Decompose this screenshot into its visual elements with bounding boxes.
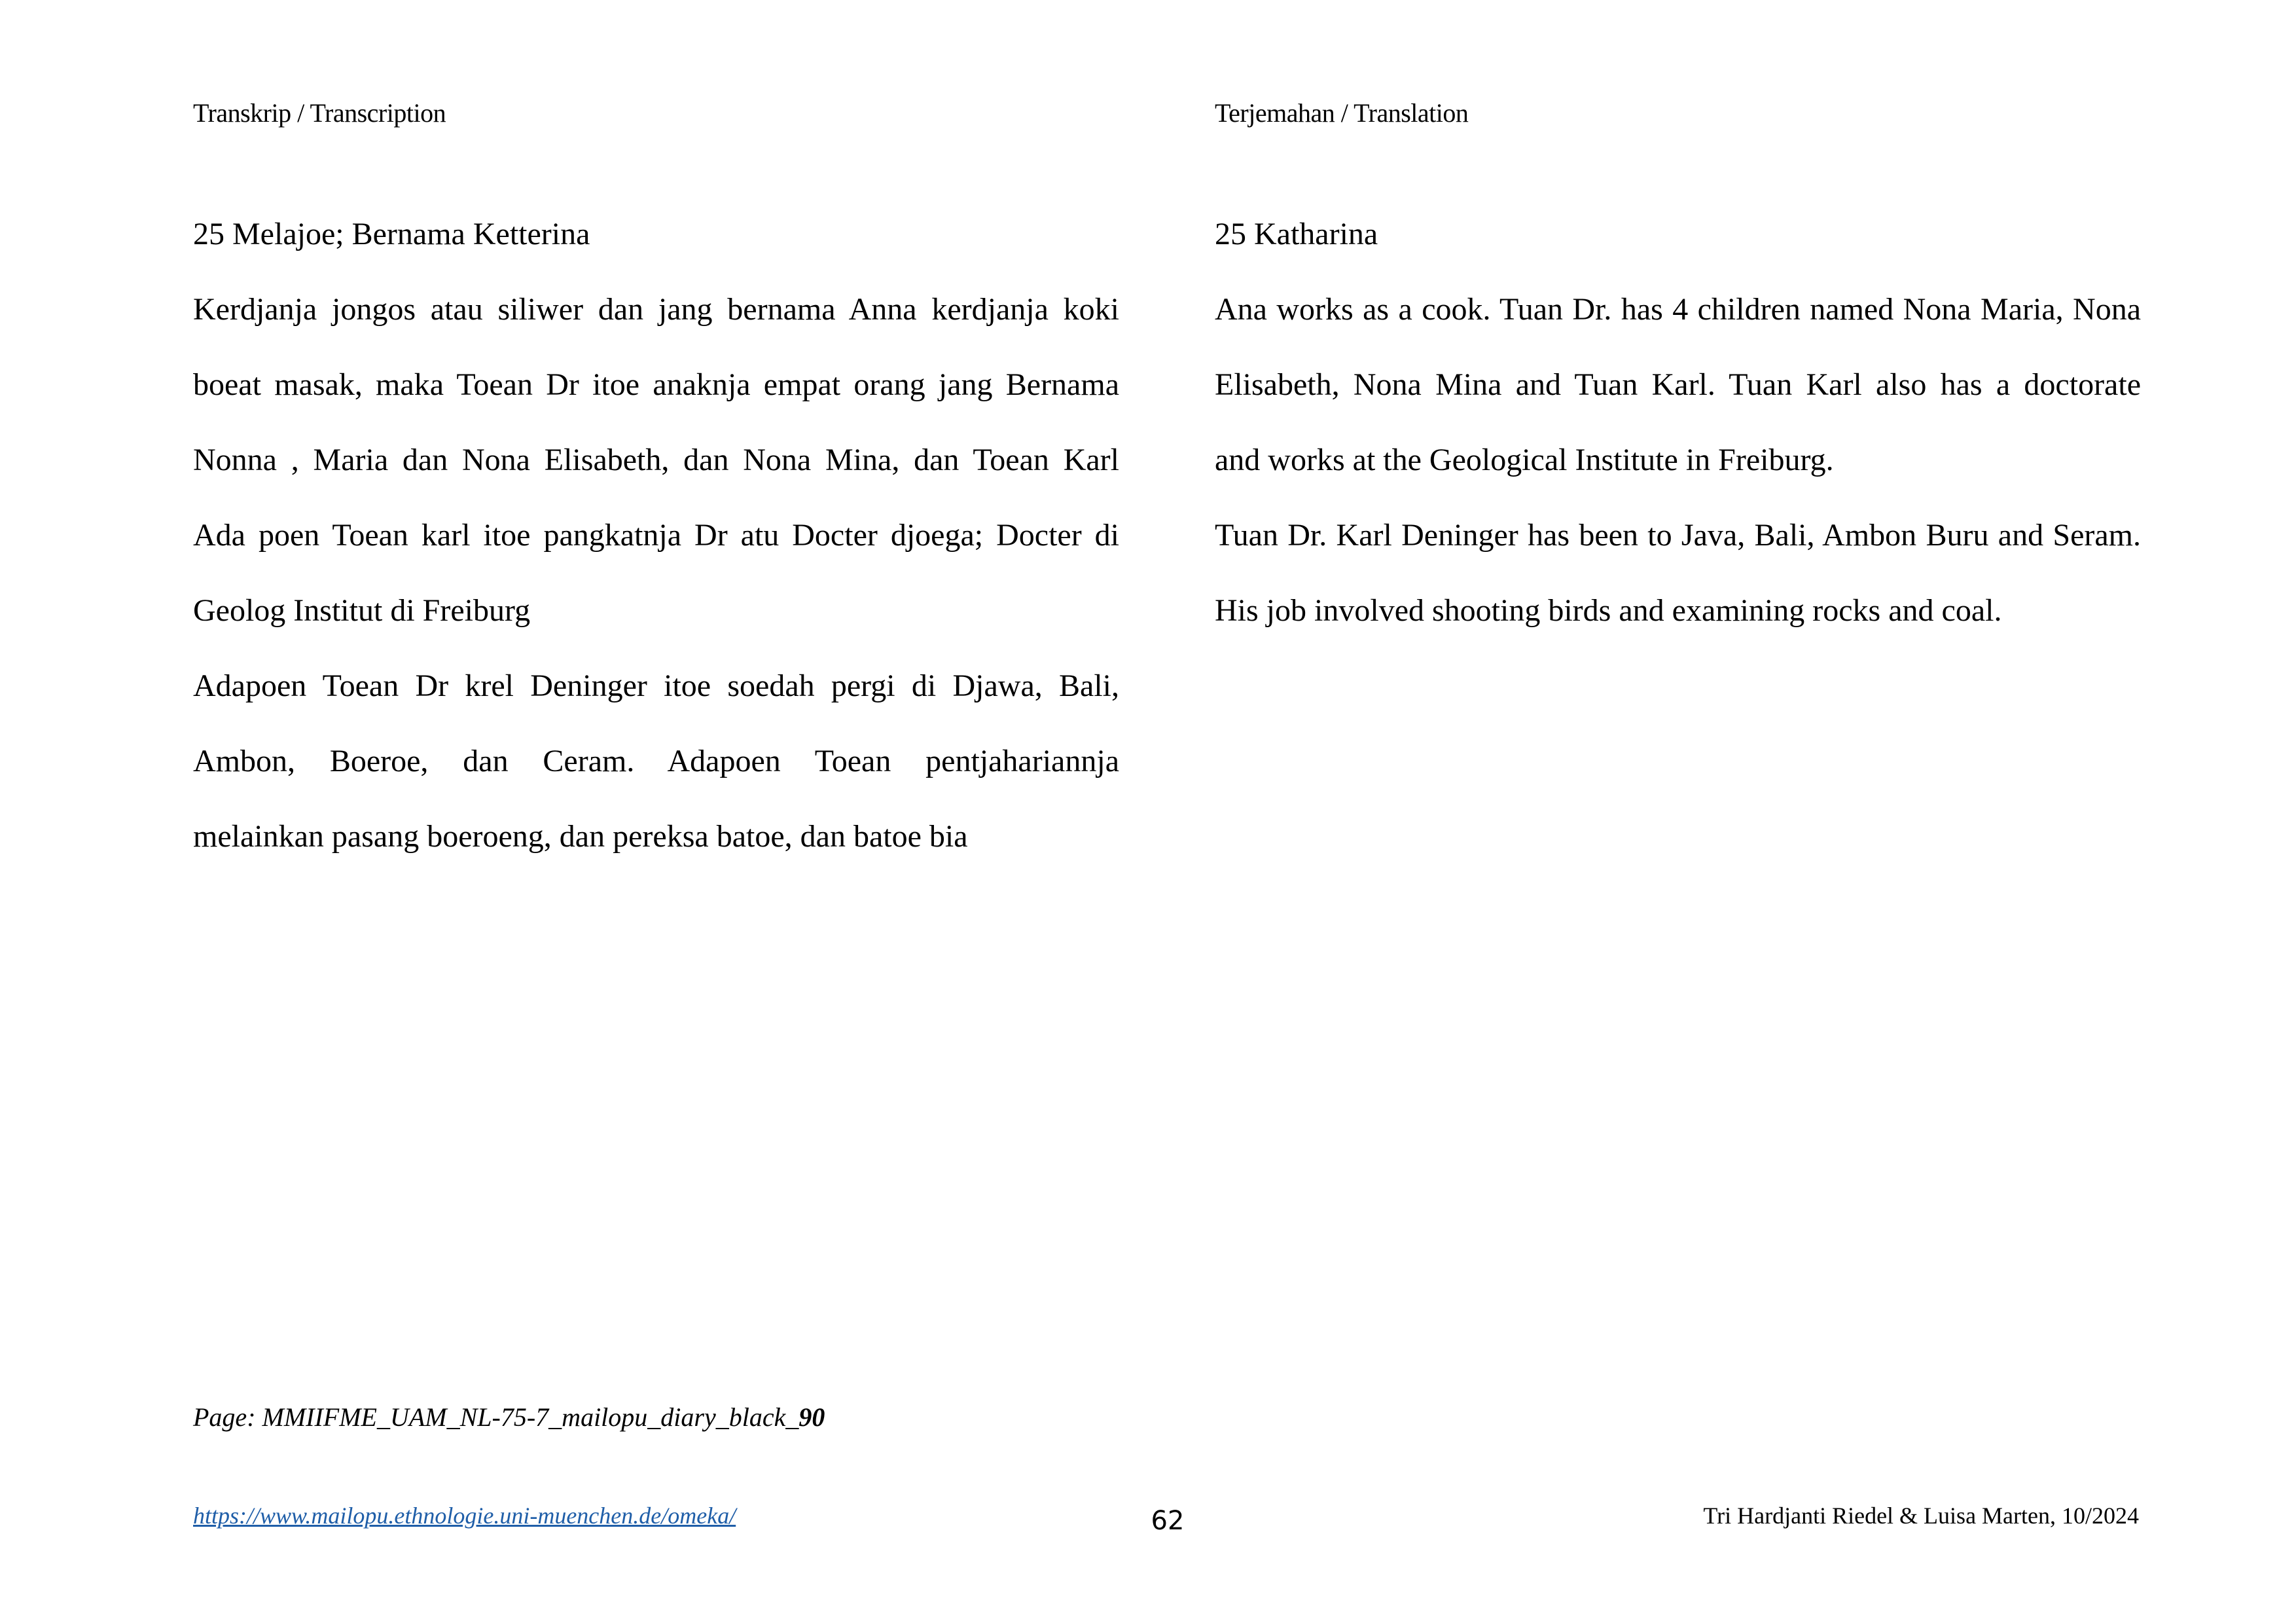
transcription-line: Nonna , Maria dan Nona Elisabeth, dan Nona Mina, dan Toean Karl (193, 443, 1119, 477)
transcription-line: melainkan pasang boeroeng, dan pereksa batoe, dan batoe bia (193, 819, 968, 854)
translation-line: and works at the Geological Institute in Freiburg. (1215, 443, 1834, 477)
page-reference (193, 1398, 825, 1437)
translation-line: Ana works as a cook. Tuan Dr. has 4 children named Nona Maria, Nona (1215, 292, 2141, 327)
transcription-line: Geolog Institut di Freiburg (193, 593, 531, 628)
transcription-column (193, 196, 1119, 874)
transcription-line: Ambon, Boeroe, dan Ceram. Adapoen Toean pentjahariannja (193, 744, 1119, 778)
omeka-link[interactable]: https://www.mailopu.ethnologie.uni-muenchen.de/omeka/ (193, 1503, 736, 1529)
translation-title: 25 Katharina (1215, 217, 1378, 251)
transcription-line: boeat masak, maka Toean Dr itoe anaknja empat orang jang Bernama (193, 367, 1119, 402)
page-number: 62 (1151, 1506, 1185, 1536)
translation-line: Tuan Dr. Karl Deninger has been to Java, Bali, Ambon Buru and Seram. (1215, 518, 2141, 553)
translation-paragraph (1215, 272, 2141, 648)
translation-column (1215, 196, 2141, 648)
author-credit: Tri Hardjanti Riedel & Luisa Marten, 10/2024 (1703, 1503, 2139, 1529)
translation-line: Elisabeth, Nona Mina and Tuan Karl. Tuan Karl also has a doctorate (1215, 367, 2141, 402)
transcription-line: Ada poen Toean karl itoe pangkatnja Dr atu Docter djoega; Docter di (193, 518, 1119, 553)
transcription-line: Adapoen Toean Dr krel Deninger itoe soedah pergi di Djawa, Bali, (193, 668, 1119, 703)
transcription-title: 25 Melajoe; Bernama Ketterina (193, 217, 590, 251)
translation-line: His job involved shooting birds and examining rocks and coal. (1215, 593, 2002, 628)
transcription-line: Kerdjanja jongos atau siliwer dan jang bernama Anna kerdjanja koki (193, 292, 1119, 327)
transcription-header: Transkrip / Transcription (193, 98, 446, 128)
page-reference-prefix: Page: MMIIFME_UAM_NL-75-7_mailopu_diary_black_ (193, 1402, 799, 1432)
transcription-paragraph (193, 272, 1119, 874)
page-reference-number: 90 (798, 1402, 825, 1432)
translation-header: Terjemahan / Translation (1215, 98, 1469, 128)
